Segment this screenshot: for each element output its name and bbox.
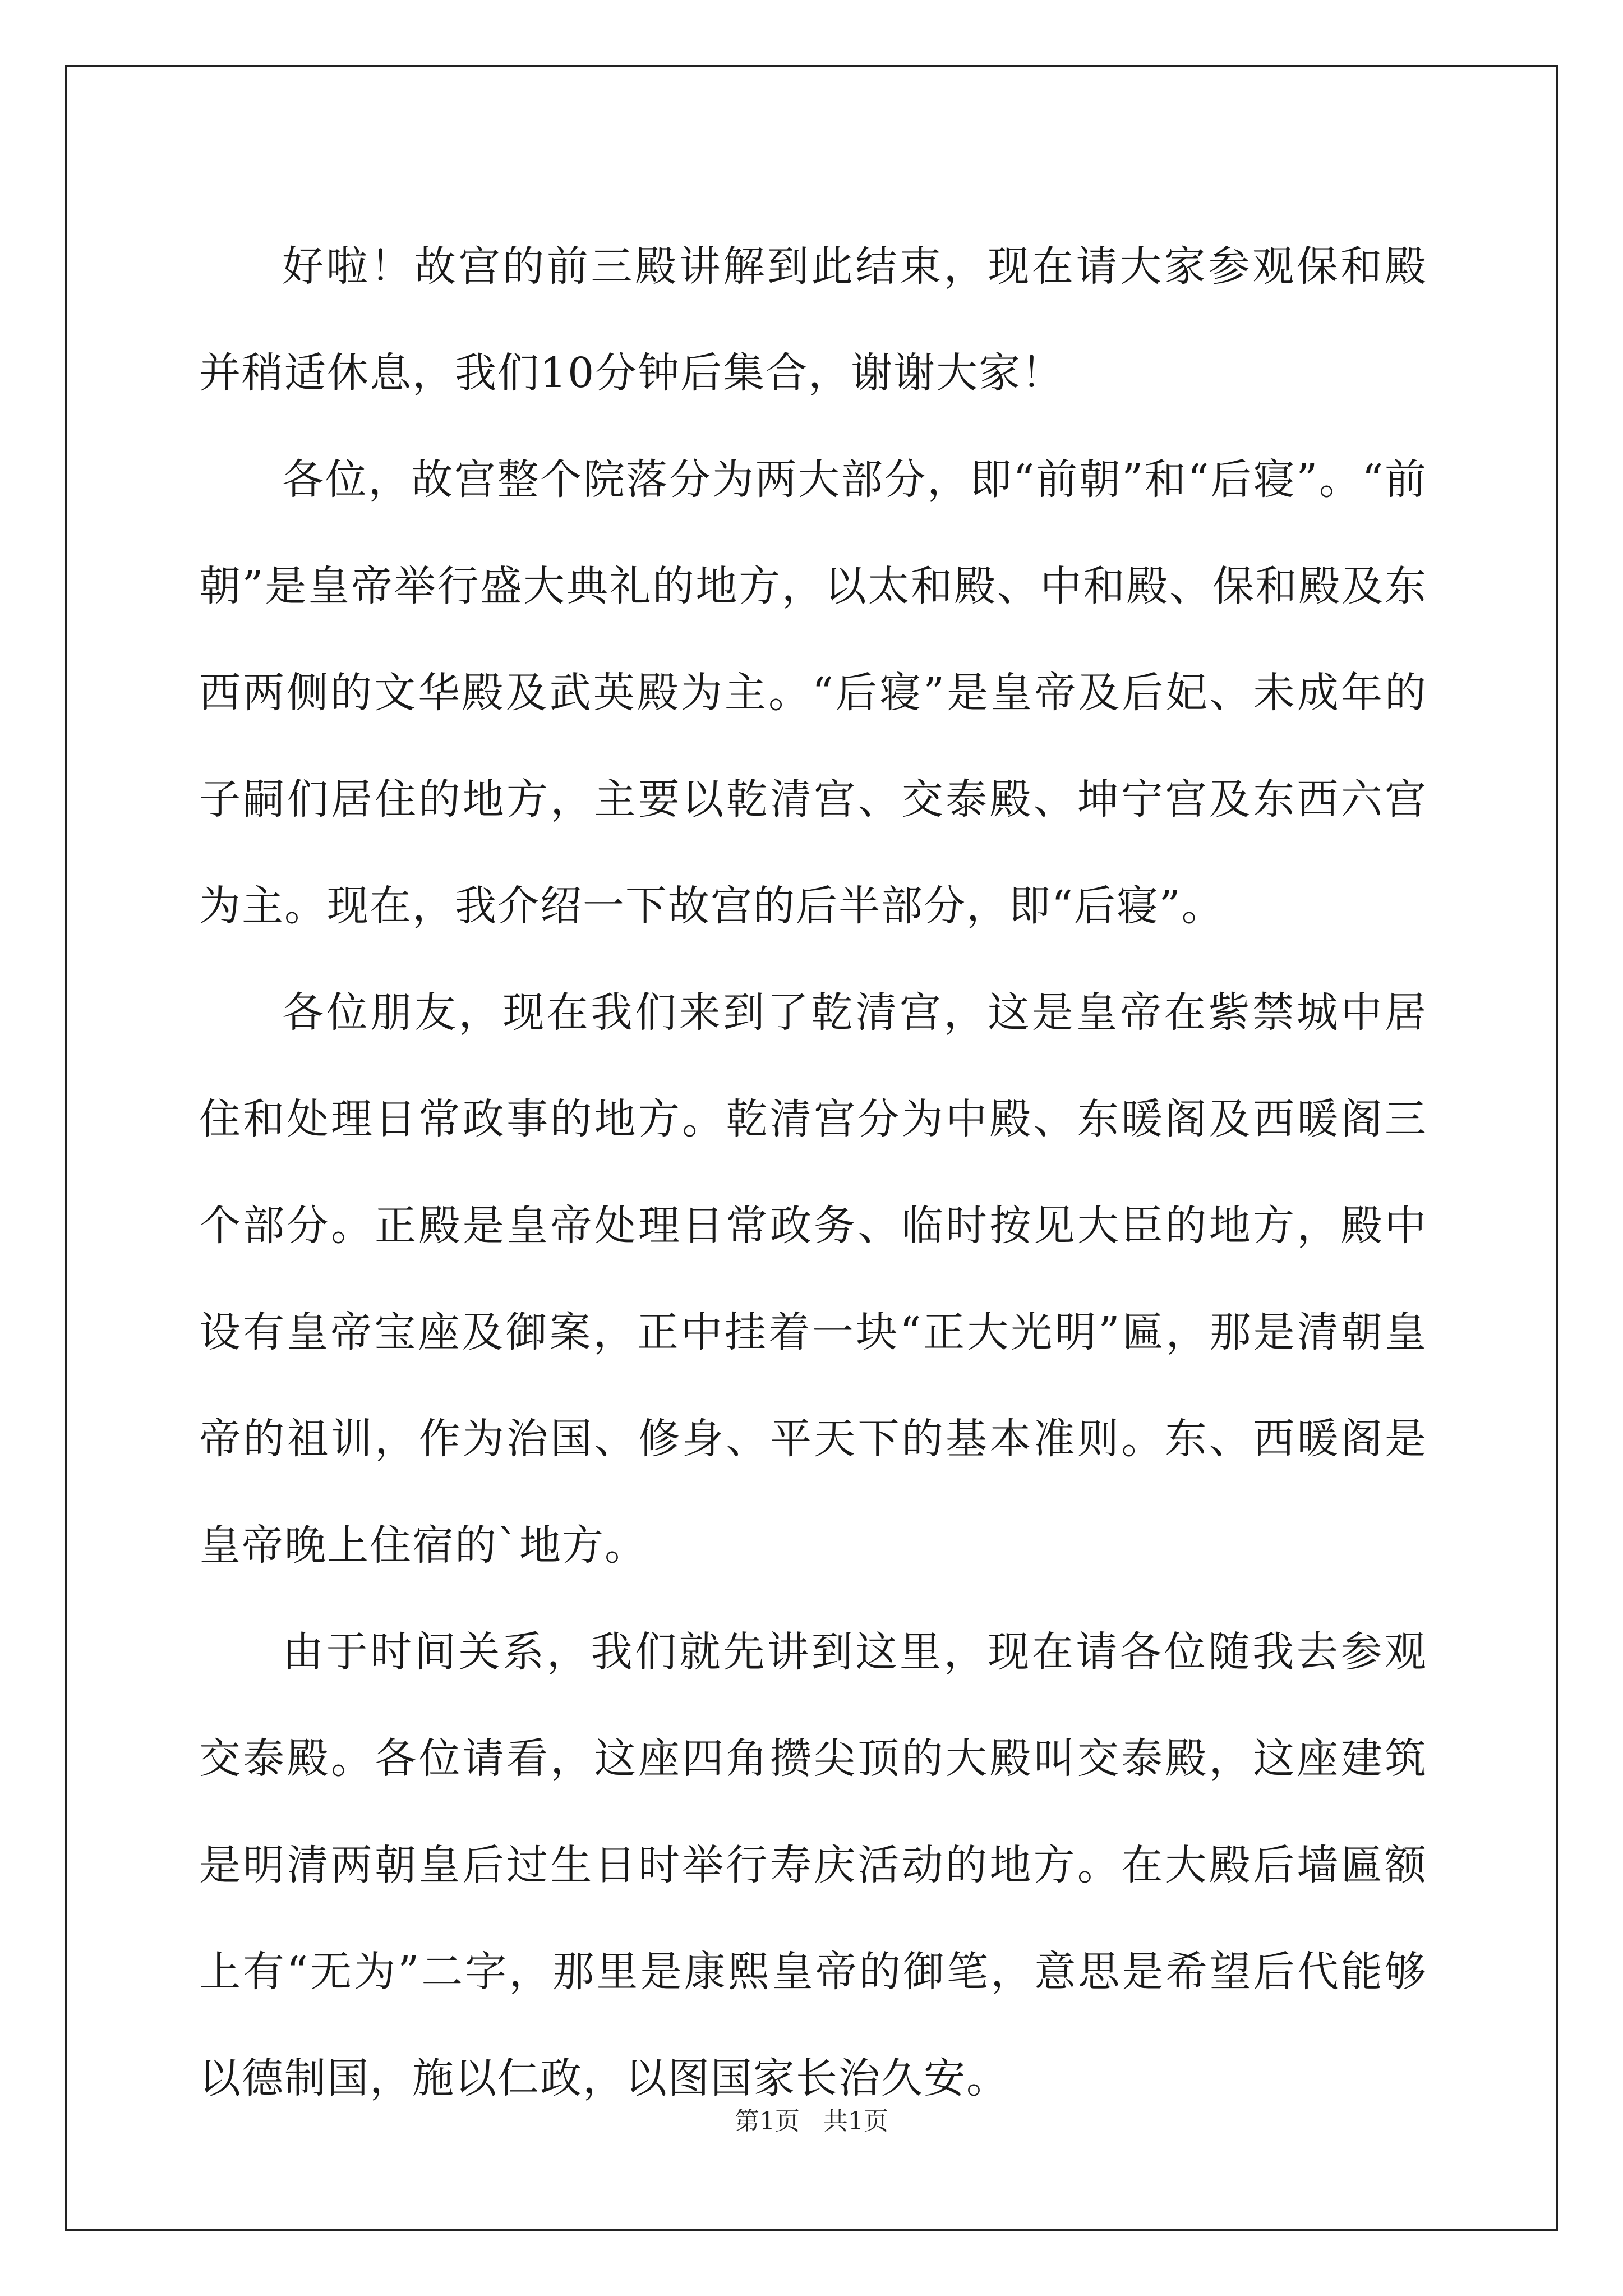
paragraph-1: 好啦！故宫的前三殿讲解到此结束，现在请大家参观保和殿并稍适休息，我们10分钟后集合，谢谢大家！ [199,242,1427,397]
paragraph-4: 由于时间关系，我们就先讲到这里，现在请各位随我去参观交泰殿。各位请看，这座四角攒尖顶的大殿叫交泰殿，这座建筑是明清两朝皇后过生日时举行寿庆活动的地方。在大殿后墙匾额上有“无为”二字，那里是康熙皇帝的御笔，意思是希望后代能够以德制国，施以仁政，以图国家长治久安。 [199,1628,1427,2102]
paragraph-3: 各位朋友，现在我们来到了乾清宫，这是皇帝在紫禁城中居住和处理日常政事的地方。乾清宫分为中殿、东暖阁及西暖阁三个部分。正殿是皇帝处理日常政务、临时按见大臣的地方，殿中设有皇帝宝座及御案，正中挂着一块“正大光明”匾，那是清朝皇帝的祖训，作为治国、修身、平天下的基本准则。东、西暖阁是皇帝晚上住宿的`地方。 [199,988,1427,1570]
page-total: 共1页 [823,2107,888,2136]
paragraph-2: 各位，故宫整个院落分为两大部分，即“前朝”和“后寝”。“前朝”是皇帝举行盛大典礼的地方，以太和殿、中和殿、保和殿及东西两侧的文华殿及武英殿为主。“后寝”是皇帝及后妃、未成年的子嗣们居住的地方，主要以乾清宫、交泰殿、坤宁宫及东西六宫为主。现在，我介绍一下故宫的后半部分，即“后寝”。 [199,455,1427,930]
page-number: 第1页 [735,2107,800,2136]
page-footer [0,2101,1623,2137]
document-body [199,213,1427,2132]
